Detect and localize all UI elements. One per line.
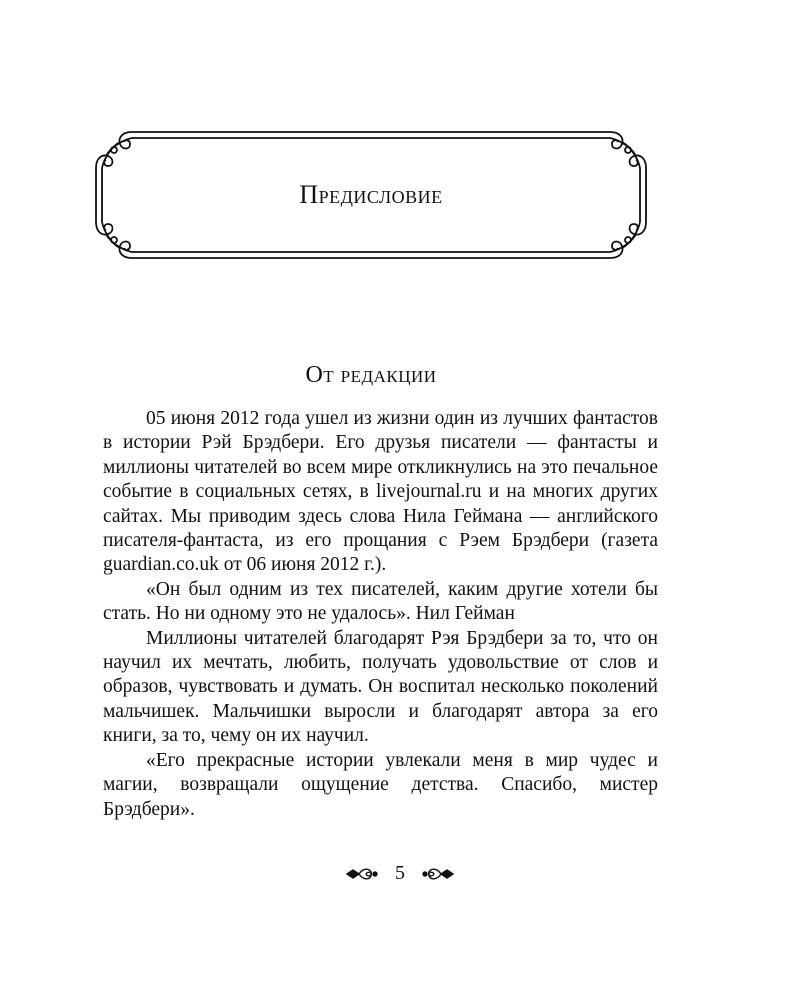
- floral-ornament-icon: [421, 865, 455, 883]
- paragraph: Миллионы читателей благодарят Рэя Брэдбери за то, что он научил их мечтать, любить, получать удовольствие от слов и образов, чувствовать и думать. Он воспитал несколько поколений мальчишек. Мальчишки выросли и благодарят автора за его книги, за то, чему он их научил.: [103, 627, 658, 747]
- chapter-title: Предисловие: [299, 180, 443, 209]
- paragraph: «Его прекрасные истории увлекали меня в мир чудес и магии, возвращали ощущение детства. Спасибо, мистер Брэдбери».: [103, 749, 658, 820]
- body-text: [103, 407, 658, 822]
- paragraph: 05 июня 2012 года ушел из жизни один из лучших фантастов в истории Рэй Брэдбери. Его друзья писатели — фантасты и миллионы читателей во всем мире откликнулись на это печальное событие в социальных сетях, в livejournal.ru и на многих других сайтах. Мы приводим здесь слова Нила Геймана — английского писателя-фантаста, из его прощания с Рэем Брэдбери (газета guardian.co.uk от 06 июня 2012 г.).: [103, 408, 658, 576]
- page-footer: [0, 862, 800, 885]
- page-number: 5: [395, 862, 405, 884]
- floral-ornament-icon: [345, 865, 379, 883]
- paragraph: «Он был одним из тех писателей, каким другие хотели бы стать. Но ни одному это не удалось». Нил Гейман: [103, 578, 658, 625]
- section-title: От редакции: [305, 362, 437, 388]
